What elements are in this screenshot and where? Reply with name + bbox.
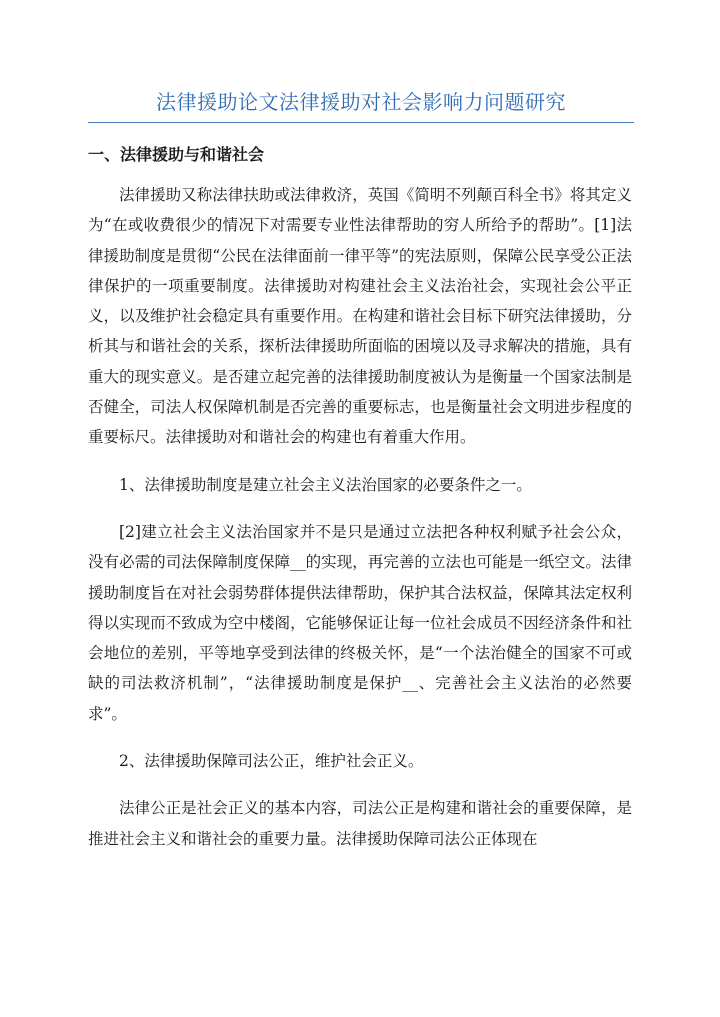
subheading-paragraph: 2、法律援助保障司法公正，维护社会正义。	[119, 752, 424, 771]
body-paragraph: 法律公正是社会正义的基本内容，司法公正是构建和谐社会的重要保障，是推进社会主义和谐社会的重要力量。法律援助保障司法公正体现在	[88, 799, 632, 848]
title-underline	[88, 122, 634, 123]
subheading-paragraph: 1、法律援助制度是建立社会主义法治国家的必要条件之一。	[119, 475, 532, 494]
section-heading: 一、法律援助与和谐社会	[88, 145, 265, 164]
body-paragraph: 法律援助又称法律扶助或法律救济，英国《简明不列颠百科全书》将其定义为“在或收费很少的情况下对需要专业性法律帮助的穷人所给予的帮助”。[1]法律援助制度是贯彻“公民在法律面前一律平等”的宪法原则，保障公民享受公正法律保护的一项重要制度。法律援助对构建社会主义法治社会，实现社会公平正义，以及维护社会稳定具有重要作用。在构建和谐社会目标下研究法律援助，分析其与和谐社会的关系，探析法律援助所面临的困境以及寻求解决的措施，具有重大的现实意义。是否建立起完善的法律援助制度被认为是衡量一个国家法制是否健全，司法人权保障机制是否完善的重要标志，也是衡量社会文明进步程度的重要标尺。法律援助对和谐社会的构建也有着重大作用。	[88, 186, 632, 447]
document-title: 法律援助论文法律援助对社会影响力问题研究	[156, 90, 566, 114]
document-body	[88, 180, 632, 871]
body-paragraph: [2]建立社会主义法治国家并不是只是通过立法把各种权利赋予社会公众，没有必需的司法保障制度保障__的实现，再完善的立法也可能是一纸空文。法律援助制度旨在对社会弱势群体提供法律帮助，保护其合法权益，保障其法定权利得以实现而不致成为空中楼阁，它能够保证让每一位社会成员不因经济条件和社会地位的差别，平等地享受到法律的终极关怀，是“一个法治健全的国家不可或缺的司法救济机制”，“法律援助制度是保护__、完善社会主义法治的必然要求”。	[88, 522, 632, 723]
